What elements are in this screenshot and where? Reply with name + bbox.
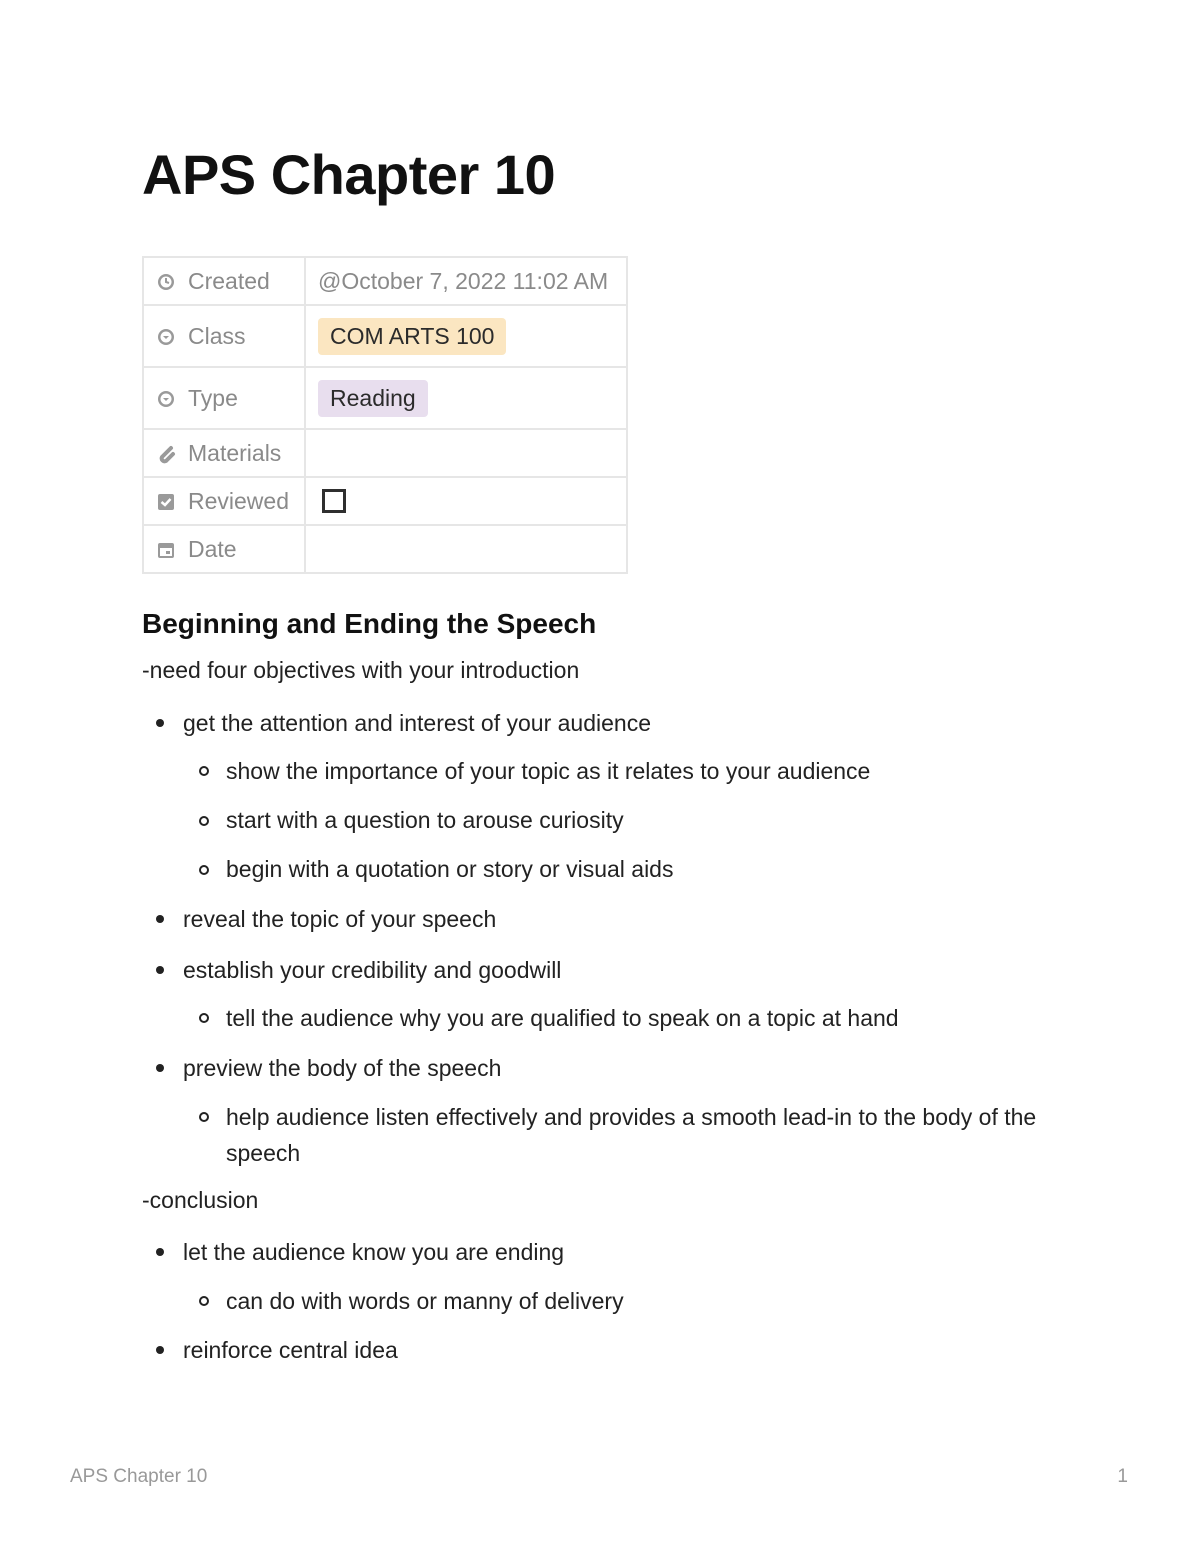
property-row-date <box>143 525 627 573</box>
list-item: get the attention and interest of your audience <box>183 710 651 736</box>
property-key: Type <box>188 384 238 411</box>
sub-list-item: tell the audience why you are qualified to speak on a topic at hand <box>226 1005 899 1031</box>
calendar-icon <box>156 539 176 559</box>
section-heading: Beginning and Ending the Speech <box>142 608 597 639</box>
page-title: APS Chapter 10 <box>142 143 556 206</box>
circle-bullet-icon <box>199 1296 209 1306</box>
bullet-icon <box>156 1248 164 1256</box>
checkbox-icon <box>156 491 176 511</box>
property-row-created <box>143 257 627 305</box>
paperclip-icon <box>156 443 176 463</box>
reviewed-checkbox[interactable] <box>322 489 346 513</box>
circle-bullet-icon <box>199 1013 209 1023</box>
class-tag[interactable]: COM ARTS 100 <box>318 318 506 355</box>
bullet-icon <box>156 1064 164 1072</box>
select-icon <box>156 326 176 346</box>
property-key: Created <box>188 267 270 294</box>
sub-list-item: show the importance of your topic as it relates to your audience <box>226 758 871 784</box>
sub-list-item: help audience listen effectively and provides a smooth lead-in to the body of the speech <box>226 1104 1037 1166</box>
bullet-icon <box>156 915 164 923</box>
list-item: establish your credibility and goodwill <box>183 957 562 983</box>
created-value: @October 7, 2022 11:02 AM <box>318 267 609 294</box>
conclusion-paragraph: -conclusion <box>142 1187 259 1213</box>
bullet-icon <box>156 719 164 727</box>
bullet-icon <box>156 1346 164 1354</box>
sub-list-item: start with a question to arouse curiosity <box>226 807 624 833</box>
property-key: Materials <box>188 439 282 466</box>
circle-bullet-icon <box>199 816 209 826</box>
list-item: preview the body of the speech <box>183 1055 502 1081</box>
sub-list-item: begin with a quotation or story or visual aids <box>226 856 674 882</box>
circle-bullet-icon <box>199 865 209 875</box>
property-row-reviewed <box>143 477 627 525</box>
select-icon <box>156 388 176 408</box>
list-item: reinforce central idea <box>183 1337 398 1363</box>
property-row-type <box>143 367 627 429</box>
properties-table <box>142 256 628 574</box>
sub-list-item: can do with words or manny of delivery <box>226 1288 624 1314</box>
clock-icon <box>156 271 176 291</box>
property-row-materials <box>143 429 627 477</box>
property-key: Reviewed <box>188 487 289 514</box>
circle-bullet-icon <box>199 1112 209 1122</box>
bullet-icon <box>156 966 164 974</box>
circle-bullet-icon <box>199 766 209 776</box>
intro-paragraph: -need four objectives with your introduction <box>142 657 580 683</box>
list-item: reveal the topic of your speech <box>183 906 497 932</box>
footer-page-number: 1 <box>1117 1466 1128 1487</box>
property-row-class <box>143 305 627 367</box>
list-item: let the audience know you are ending <box>183 1239 565 1265</box>
property-key: Date <box>188 535 237 562</box>
property-key: Class <box>188 322 246 349</box>
type-tag[interactable]: Reading <box>318 380 428 417</box>
footer-title: APS Chapter 10 <box>70 1466 208 1487</box>
